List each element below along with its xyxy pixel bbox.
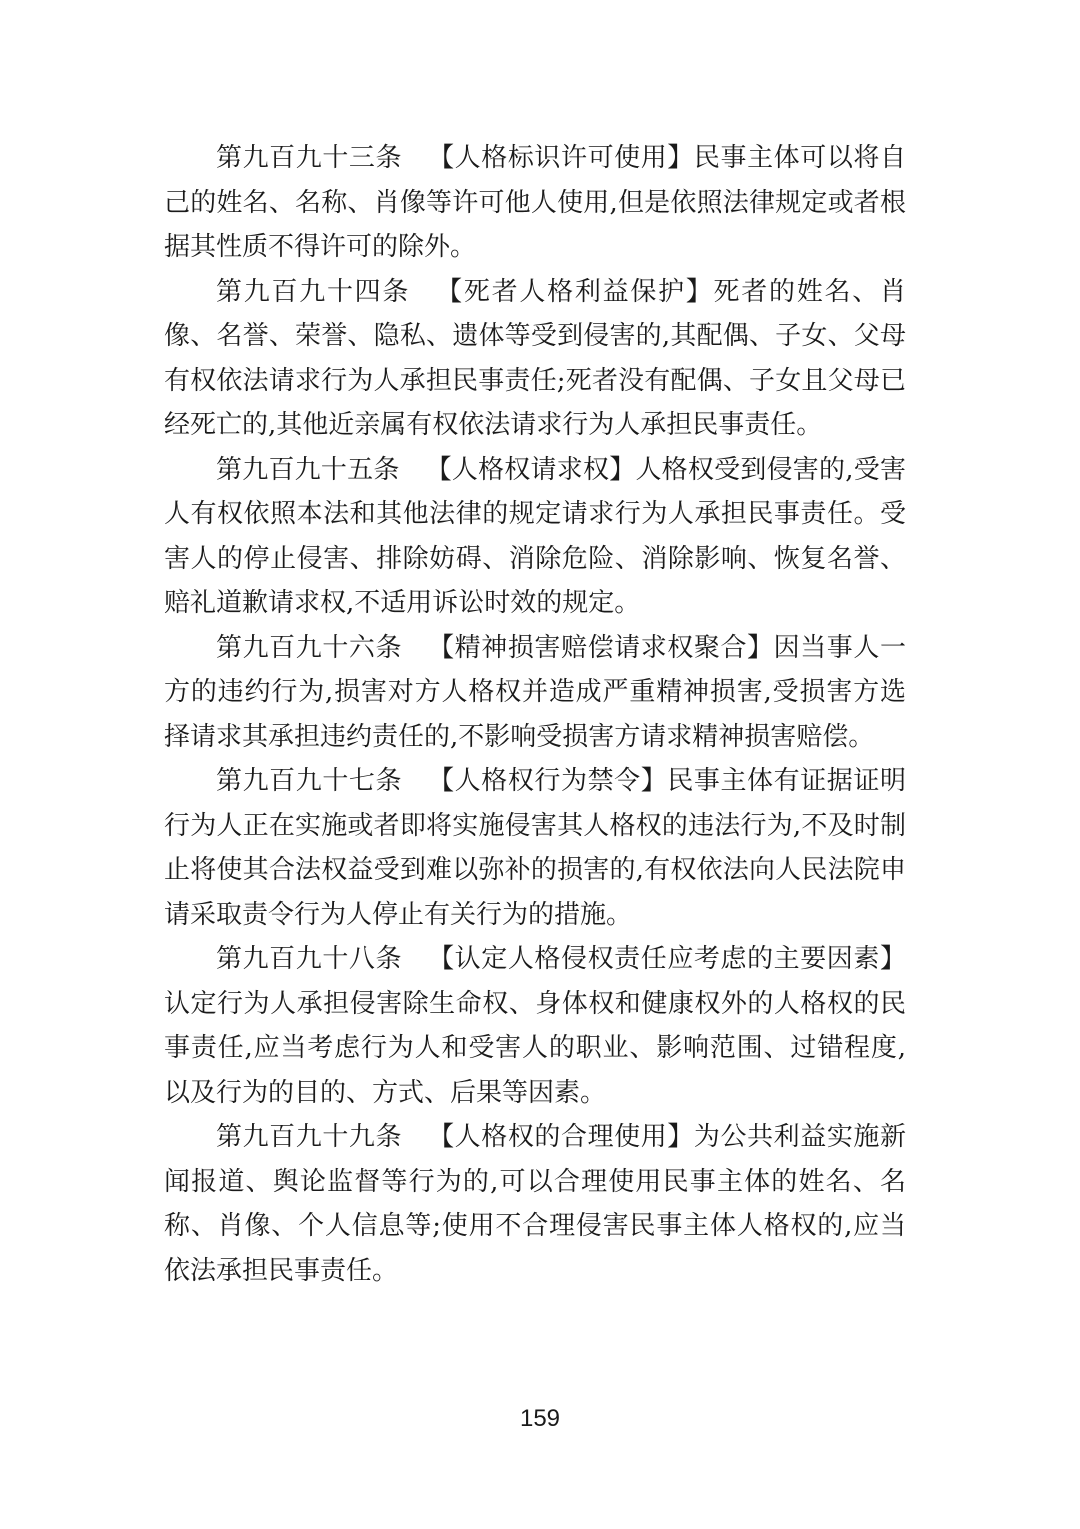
article-number: 第九百九十七条 — [216, 766, 403, 796]
article-995 — [164, 448, 906, 626]
article-title: 【人格权请求权】 — [425, 454, 636, 485]
article-996 — [164, 626, 906, 760]
article-title: 【人格权行为禁令】 — [428, 766, 668, 796]
article-title: 【死者人格利益保护】 — [436, 276, 714, 307]
article-994 — [164, 270, 906, 448]
article-body: 民事主体有证据证明行为人正在实施或者即将实施侵害其人格权的违法行为,不及时制止将使其合法权益受到难以弥补的损害的,有权依法向人民法院申请采取责令行为人停止有关行为的措施。 — [164, 766, 906, 930]
article-title: 【人格权的合理使用】 — [428, 1122, 694, 1152]
article-title: 【人格标识许可使用】 — [428, 143, 694, 173]
article-993 — [164, 136, 906, 270]
article-number: 第九百九十三条 — [216, 143, 403, 173]
article-title: 【认定人格侵权责任应考虑的主要因素】 — [428, 944, 906, 974]
article-number: 第九百九十五条 — [216, 454, 400, 485]
article-list — [164, 136, 906, 1293]
article-body: 民事主体可以将自己的姓名、名称、肖像等许可他人使用,但是依照法律规定或者根据其性质不得许可的除外。 — [164, 143, 906, 262]
article-998 — [164, 937, 906, 1115]
article-title: 【精神损害赔偿请求权聚合】 — [428, 632, 774, 663]
article-body: 认定行为人承担侵害除生命权、身体权和健康权外的人格权的民事责任,应当考虑行为人和受害人的职业、影响范围、过错程度,以及行为的目的、方式、后果等因素。 — [164, 988, 906, 1108]
article-999 — [164, 1115, 906, 1293]
article-body: 因当事人一方的违约行为,损害对方人格权并造成严重精神损害,受损害方选择请求其承担违约责任的,不影响受损害方请求精神损害赔偿。 — [164, 632, 906, 752]
article-body: 人格权受到侵害的,受害人有权依照本法和其他法律的规定请求行为人承担民事责任。受害人的停止侵害、排除妨碍、消除危险、消除影响、恢复名誉、赔礼道歉请求权,不适用诉讼时效的规定。 — [164, 454, 906, 618]
article-body: 为公共利益实施新闻报道、舆论监督等行为的,可以合理使用民事主体的姓名、名称、肖像、个人信息等;使用不合理侵害民事主体人格权的,应当依法承担民事责任。 — [164, 1122, 906, 1286]
article-number: 第九百九十九条 — [216, 1122, 403, 1152]
article-997 — [164, 759, 906, 937]
article-number: 第九百九十八条 — [216, 944, 403, 974]
article-number: 第九百九十四条 — [216, 276, 411, 307]
article-number: 第九百九十六条 — [216, 632, 403, 663]
page-number: 159 — [519, 1405, 561, 1432]
article-body: 死者的姓名、肖像、名誉、荣誉、隐私、遗体等受到侵害的,其配偶、子女、父母有权依法请求行为人承担民事责任;死者没有配偶、子女且父母已经死亡的,其他近亲属有权依法请求行为人承担民事责任。 — [164, 276, 906, 440]
